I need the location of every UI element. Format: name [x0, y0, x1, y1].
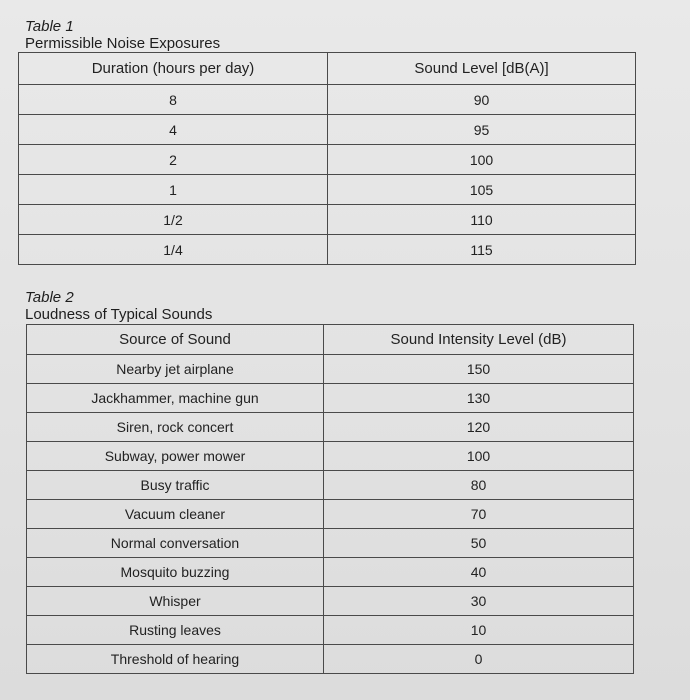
duration-cell: 2 — [19, 145, 328, 175]
table-row — [27, 616, 634, 645]
table-header-row — [27, 325, 634, 355]
sound-level-cell: 100 — [328, 145, 636, 175]
duration-cell: 1/4 — [19, 235, 328, 265]
table-row — [27, 471, 634, 500]
table-row — [27, 384, 634, 413]
source-cell: Siren, rock concert — [27, 413, 324, 442]
sound-level-cell: 110 — [328, 205, 636, 235]
duration-header: Duration (hours per day) — [19, 53, 328, 85]
intensity-header: Sound Intensity Level (dB) — [324, 325, 634, 355]
source-cell: Rusting leaves — [27, 616, 324, 645]
noise-exposure-table — [18, 52, 636, 265]
sound-level-header: Sound Level [dB(A)] — [328, 53, 636, 85]
intensity-cell: 30 — [324, 587, 634, 616]
intensity-cell: 50 — [324, 529, 634, 558]
table1-title: Permissible Noise Exposures — [25, 35, 221, 52]
intensity-cell: 40 — [324, 558, 634, 587]
table2-number: Table 2 — [25, 289, 74, 306]
source-cell: Mosquito buzzing — [27, 558, 324, 587]
table-row — [27, 529, 634, 558]
duration-cell: 1/2 — [19, 205, 328, 235]
table-row — [19, 205, 636, 235]
table-row — [19, 235, 636, 265]
source-cell: Threshold of hearing — [27, 645, 324, 674]
source-cell: Busy traffic — [27, 471, 324, 500]
source-cell: Nearby jet airplane — [27, 355, 324, 384]
table-row — [27, 587, 634, 616]
table-row — [19, 115, 636, 145]
intensity-cell: 80 — [324, 471, 634, 500]
intensity-cell: 120 — [324, 413, 634, 442]
table2-caption — [25, 289, 212, 323]
source-cell: Jackhammer, machine gun — [27, 384, 324, 413]
table-row — [27, 558, 634, 587]
table-row — [19, 175, 636, 205]
table1-caption — [25, 18, 220, 52]
table-row — [27, 413, 634, 442]
table-row — [27, 500, 634, 529]
intensity-cell: 150 — [324, 355, 634, 384]
typical-sounds-table — [26, 324, 634, 674]
source-cell: Vacuum cleaner — [27, 500, 324, 529]
intensity-cell: 10 — [324, 616, 634, 645]
sound-level-cell: 115 — [328, 235, 636, 265]
sound-level-cell: 105 — [328, 175, 636, 205]
source-cell: Subway, power mower — [27, 442, 324, 471]
table1-number: Table 1 — [25, 18, 74, 35]
duration-cell: 8 — [19, 85, 328, 115]
sound-level-cell: 95 — [328, 115, 636, 145]
duration-cell: 4 — [19, 115, 328, 145]
intensity-cell: 130 — [324, 384, 634, 413]
source-cell: Normal conversation — [27, 529, 324, 558]
intensity-cell: 100 — [324, 442, 634, 471]
source-cell: Whisper — [27, 587, 324, 616]
table-row — [27, 355, 634, 384]
sound-level-cell: 90 — [328, 85, 636, 115]
table2-title: Loudness of Typical Sounds — [25, 306, 213, 323]
intensity-cell: 0 — [324, 645, 634, 674]
table-row — [19, 145, 636, 175]
table-header-row — [19, 53, 636, 85]
table-row — [27, 442, 634, 471]
table-row — [19, 85, 636, 115]
intensity-cell: 70 — [324, 500, 634, 529]
duration-cell: 1 — [19, 175, 328, 205]
source-header: Source of Sound — [27, 325, 324, 355]
table-row — [27, 645, 634, 674]
